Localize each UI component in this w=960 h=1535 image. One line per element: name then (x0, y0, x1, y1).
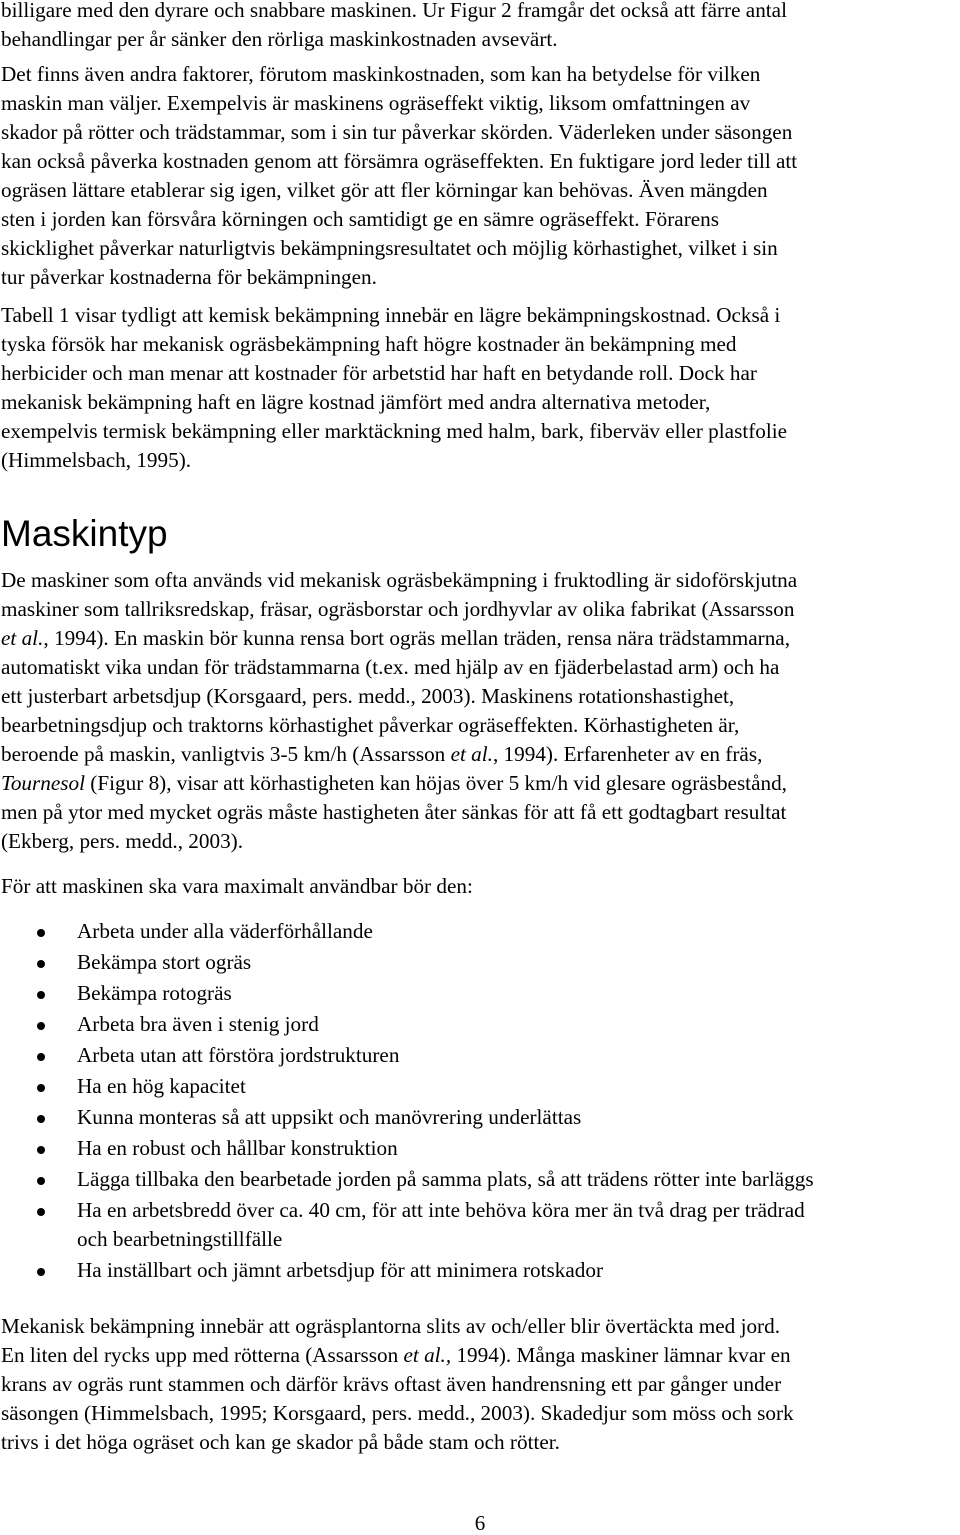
list-item-text: Arbeta under alla väderförhållande (77, 919, 373, 943)
section-heading: Maskintyp (1, 513, 168, 554)
list-item-text: Lägga tillbaka den bearbetade jorden på samma plats, så att trädens rötter inte barläggs (77, 1167, 814, 1191)
list-item (0, 917, 960, 946)
list-item-text: Ha en hög kapacitet (77, 1074, 246, 1098)
text-line: mekanisk bekämpning haft en lägre kostnad jämfört med andra alternativa metoder, (1, 390, 711, 414)
paragraph-machine-types (0, 566, 960, 856)
text-span: 1994). Många maskiner lämnar kvar en (451, 1343, 791, 1367)
text-line: sten i jorden kan försvåra körningen och samtidigt ge en sämre ogräseffekt. Förarens (1, 207, 719, 231)
italic-text: et al. (1, 626, 44, 650)
text-span: (Figur 8), visar att körhastigheten kan höjas över 5 km/h vid glesare ogräsbestånd, (85, 771, 787, 795)
list-item (0, 1256, 960, 1285)
list-item-text: Ha inställbart och jämnt arbetsdjup för att minimera rotskador (77, 1258, 604, 1282)
italic-text: Tournesol (1, 771, 85, 795)
list-item-text-continued: och bearbetningstillfälle (77, 1227, 283, 1251)
text-line (0, 740, 960, 769)
list-item-text: Bekämpa stort ogräs (77, 950, 252, 974)
list-item (0, 1134, 960, 1163)
bullet-icon (37, 1146, 45, 1154)
text-line: kan också påverka kostnaden genom att försämra ogräseffekten. En fuktigare jord leder till att (1, 149, 798, 173)
list-item (0, 1010, 960, 1039)
bullet-icon (37, 1022, 45, 1030)
bullet-icon (37, 991, 45, 999)
text-line (0, 769, 960, 798)
text-line: (Ekberg, pers. medd., 2003). (1, 829, 244, 853)
text-line: De maskiner som ofta används vid mekanisk ogräsbekämpning i fruktodling är sidoförskjutna (1, 568, 798, 592)
text-line: (Himmelsbach, 1995). (1, 448, 192, 472)
text-line: tur påverkar kostnaderna för bekämpningen. (1, 265, 377, 289)
list-item (0, 948, 960, 977)
bullet-icon (37, 929, 45, 937)
list-item (0, 1072, 960, 1101)
text-line (0, 624, 960, 653)
list-item-text: Ha en arbetsbredd över ca. 40 cm, för att inte behöva köra mer än två drag per trädrad (77, 1198, 805, 1222)
text-line (0, 1341, 960, 1370)
list-item (0, 1041, 960, 1070)
text-line: tyska försök har mekanisk ogräsbekämpning haft högre kostnader än bekämpning med (1, 332, 737, 356)
text-span: En liten del rycks upp med rötterna (Assarsson (1, 1343, 404, 1367)
bullet-icon (37, 1177, 45, 1185)
text-line: Tabell 1 visar tydligt att kemisk bekämpning innebär en lägre bekämpningskostnad. Också i (1, 303, 781, 327)
bullet-icon (37, 960, 45, 968)
text-line: ett justerbart arbetsdjup (Korsgaard, pers. medd., 2003). Maskinens rotationshastighet, (1, 684, 735, 708)
text-line: men på ytor med mycket ogräs måste hastigheten åter sänkas för att få ett godtagbart resultat (1, 800, 787, 824)
list-item (0, 979, 960, 1008)
text-line: Mekanisk bekämpning innebär att ogräsplantorna slits av och/eller blir övertäckta med jord. (1, 1314, 780, 1338)
list-item-text: Bekämpa rotogräs (77, 981, 232, 1005)
list-intro: För att maskinen ska vara maximalt användbar bör den: (1, 874, 473, 898)
text-line: behandlingar per år sänker den rörliga maskinkostnaden avsevärt. (1, 27, 558, 51)
text-line: herbicider och man menar att kostnader för arbetstid har haft en betydande roll. Dock har (1, 361, 757, 385)
text-line: bearbetningsdjup och traktorns körhastighet påverkar ogräseffekten. Körhastigheten är, (1, 713, 740, 737)
bullet-icon (37, 1053, 45, 1061)
bullet-icon (37, 1268, 45, 1276)
text-line: Det finns även andra faktorer, förutom maskinkostnaden, som kan ha betydelse för vilken (1, 62, 761, 86)
page-number: 6 (474, 1511, 486, 1535)
list-item-text: Arbeta utan att förstöra jordstrukturen (77, 1043, 400, 1067)
list-item (0, 1165, 960, 1194)
list-item-text: Arbeta bra även i stenig jord (77, 1012, 319, 1036)
bullet-icon (37, 1115, 45, 1123)
list-item (0, 1196, 960, 1254)
paragraph-table-comparison (0, 301, 960, 475)
text-line: exempelvis termisk bekämpning eller marktäckning med halm, bark, fiberväv eller plastfolie (1, 419, 788, 443)
bullet-icon (37, 1208, 45, 1216)
text-line: krans av ogräs runt stammen och därför krävs oftast även handrensning ett par gånger under (1, 1372, 782, 1396)
text-line: skador på rötter och trädstammar, som i sin tur påverkar skörden. Väderleken under säsongen (1, 120, 793, 144)
bullet-icon (37, 1084, 45, 1092)
text-line: skicklighet påverkar naturligtvis bekämpningsresultatet och möjlig körhastighet, vilket i sin (1, 236, 778, 260)
paragraph-mechanical-control (0, 1312, 960, 1457)
text-line: maskiner som tallriksredskap, fräsar, ogräsborstar och jordhyvlar av olika fabrikat (Assarsson (1, 597, 795, 621)
text-line: ogräsen lättare etablerar sig igen, vilket gör att fler körningar kan behövas. Även mängden (1, 178, 768, 202)
paragraph-factors (0, 60, 960, 292)
paragraph-intro (0, 0, 960, 54)
text-line: automatiskt vika undan för trädstammarna (t.ex. med hjälp av en fjäderbelastad arm) och ha (1, 655, 780, 679)
requirements-list (0, 917, 960, 1285)
text-line: säsongen (Himmelsbach, 1995; Korsgaard, pers. medd., 2003). Skadedjur som möss och sork (1, 1401, 794, 1425)
text-span: , 1994). Erfarenheter av en fräs, (492, 742, 763, 766)
text-line: trivs i det höga ogräset och kan ge skador på både stam och rötter. (1, 1430, 560, 1454)
text-line: maskin man väljer. Exempelvis är maskinens ogräseffekt viktig, liksom omfattningen av (1, 91, 751, 115)
italic-text: et al. (450, 742, 493, 766)
list-item-text: Ha en robust och hållbar konstruktion (77, 1136, 398, 1160)
italic-text: et al., (403, 1343, 452, 1367)
text-line: billigare med den dyrare och snabbare maskinen. Ur Figur 2 framgår det också att färre antal (1, 0, 787, 22)
text-span: , 1994). En maskin bör kunna rensa bort ogräs mellan träden, rensa nära trädstammarna, (43, 626, 790, 650)
list-item-text: Kunna monteras så att uppsikt och manövrering underlättas (77, 1105, 582, 1129)
text-span: beroende på maskin, vanligtvis 3-5 km/h (Assarsson (1, 742, 451, 766)
list-item (0, 1103, 960, 1132)
